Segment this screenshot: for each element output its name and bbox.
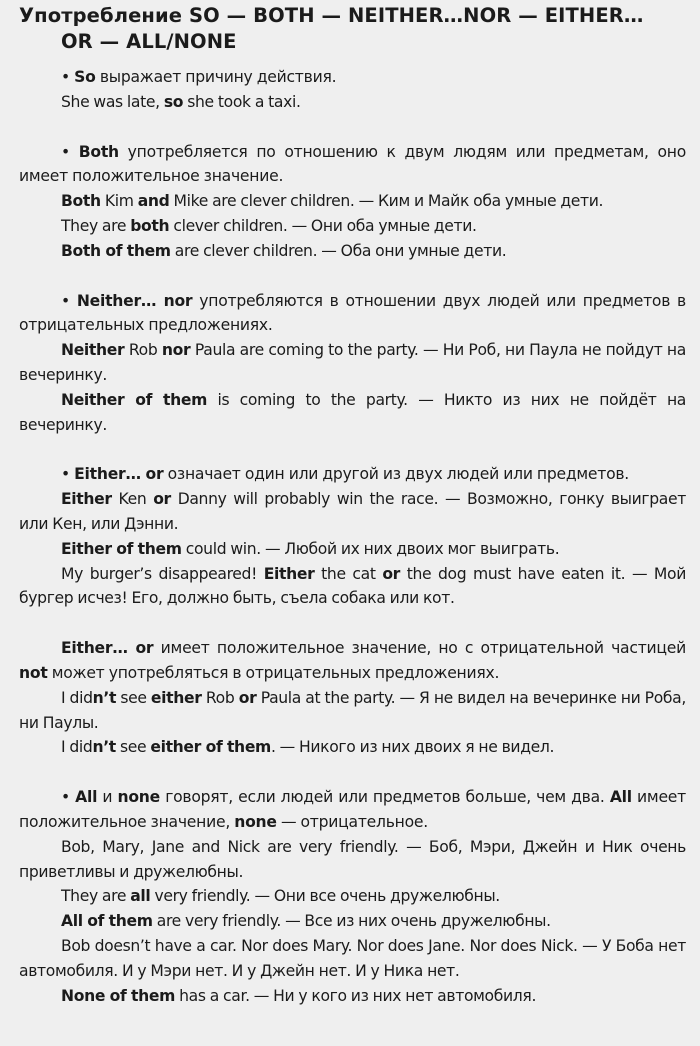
text-segment: Kim — [100, 192, 138, 211]
example-sentence — [19, 537, 686, 562]
text-segment: — отрицательное. — [276, 812, 428, 831]
example-sentence — [19, 239, 686, 264]
text-segment: . — Никого из них двоих я не видел. — [270, 738, 555, 757]
example-sentence — [19, 338, 686, 388]
example-sentence — [19, 214, 686, 239]
bold-keyword: So — [74, 68, 96, 86]
example-sentence — [19, 835, 686, 885]
rule-section — [19, 289, 686, 438]
text-segment: the cat — [314, 564, 383, 583]
rule-text — [19, 140, 686, 190]
bold-keyword: or — [153, 490, 171, 509]
bold-keyword: n’t — [92, 738, 116, 757]
text-segment: имеет положительное значение, но с отрицательной частицей — [153, 639, 687, 658]
text-segment: • — [61, 68, 75, 86]
text-segment: • — [61, 291, 77, 310]
bold-keyword: nor — [161, 341, 191, 360]
title-line-1: Употребление SO — BOTH — NEITHER…NOR — EITHER… — [19, 4, 644, 27]
section-gap — [19, 437, 686, 462]
text-segment: употребляются в отношении двух людей или предметов в отрицательных предложениях. — [19, 291, 687, 335]
section-gap — [19, 760, 686, 785]
example-sentence — [19, 189, 686, 214]
rule-section — [19, 140, 686, 264]
text-segment: the dog must have eaten it. — Мой бургер исчез! Его, должно быть, съела собака или кот. — [19, 564, 687, 608]
text-segment: see — [115, 738, 151, 757]
text-segment: Mike are clever children. — Ким и Майк оба умные дети. — [169, 192, 604, 211]
rule-text — [19, 785, 686, 835]
bold-keyword: either — [150, 688, 202, 707]
text-segment: означает один или другой из двух людей или предметов. — [163, 465, 630, 484]
text-segment: • — [61, 465, 75, 484]
bold-keyword: None of them — [61, 986, 175, 1005]
text-segment: Rob — [201, 688, 239, 707]
bold-keyword: none — [117, 788, 160, 807]
bold-keyword: n’t — [92, 688, 117, 707]
text-segment: is coming to the party. — Никто из них не пойдёт на вечеринку. — [19, 390, 686, 434]
bold-keyword: none — [234, 812, 277, 831]
bold-keyword: Either — [263, 564, 315, 583]
rule-section — [19, 785, 686, 1008]
text-segment: выражает причину действия. — [95, 68, 337, 86]
example-sentence — [19, 562, 686, 612]
bold-keyword: Either… or — [61, 639, 154, 658]
text-segment: My burger’s disappeared! — [61, 564, 264, 583]
text-segment: • — [61, 788, 76, 807]
document-body — [19, 65, 686, 1008]
text-segment: Rob — [124, 341, 162, 360]
example-sentence — [19, 884, 686, 909]
example-sentence — [19, 984, 686, 1009]
text-segment: They are — [61, 216, 131, 235]
page-title — [19, 3, 686, 55]
text-segment: They are — [61, 887, 131, 906]
text-segment: • — [61, 142, 79, 161]
text-segment: clever children. — Они оба умные дети. — [169, 216, 477, 235]
text-segment: are very friendly. — Все из них очень дружелюбны. — [152, 912, 551, 931]
text-segment: говорят, если людей или предметов больше, чем два. — [159, 788, 610, 807]
rule-text — [19, 636, 686, 686]
rule-text — [19, 462, 686, 487]
example-sentence — [19, 934, 686, 984]
bold-keyword: All of them — [61, 912, 153, 931]
rule-section — [19, 65, 686, 115]
bold-keyword: or — [238, 688, 257, 707]
rule-section — [19, 636, 686, 760]
section-gap — [19, 115, 686, 140]
example-sentence — [19, 909, 686, 934]
bold-keyword: Either… or — [74, 465, 164, 484]
text-segment: может употребляться в отрицательных предложениях. — [47, 663, 500, 682]
rule-section — [19, 462, 686, 611]
example-sentence — [19, 388, 686, 438]
text-segment: I did — [61, 688, 93, 707]
text-segment: Paula are coming to the party. — Ни Роб, ни Паула не пойдут на вечеринку. — [19, 341, 686, 384]
text-segment: see — [116, 688, 151, 707]
example-sentence — [19, 735, 686, 760]
text-segment: Paula at the party. — Я не видел на вечеринке ни Роба, ни Паулы. — [19, 688, 686, 732]
title-line-2: OR — ALL/NONE — [61, 30, 237, 53]
text-segment: could win. — Любой их них двоих мог выиграть. — [181, 539, 560, 558]
bold-keyword: and — [137, 192, 170, 211]
section-gap — [19, 264, 686, 289]
bold-keyword: so — [163, 92, 184, 111]
text-segment: Bob, Mary, Jane and Nick are very friendly. — Боб, Мэри, Джейн и Ник очень приветливы и дружелюбны. — [19, 837, 686, 881]
text-segment: Bob doesn’t have a car. Nor does Mary. Nor does Jane. Nor does Nick. — У Боба нет автомобиля. И у Мэри нет. И у Джейн нет. И у Ника нет. — [19, 936, 686, 980]
bold-keyword: Neither of them — [61, 390, 207, 409]
example-sentence — [19, 686, 686, 736]
text-segment: has a car. — Ни у кого из них нет автомобиля. — [174, 986, 537, 1005]
text-segment: и — [97, 788, 118, 807]
bold-keyword: All — [75, 788, 98, 807]
text-segment: Ken — [111, 490, 154, 509]
bold-keyword: all — [130, 887, 151, 906]
text-segment: I did — [61, 738, 93, 757]
bold-keyword: Either — [61, 490, 112, 509]
bold-keyword: either of them — [150, 738, 271, 757]
text-segment: имеет положительное значение, — [19, 788, 686, 831]
rule-text — [19, 289, 686, 339]
example-sentence — [19, 90, 686, 115]
example-sentence — [19, 487, 686, 537]
section-gap — [19, 611, 686, 636]
text-segment: Danny will probably win the race. — Возможно, гонку выиграет или Кен, или Дэнни. — [19, 490, 686, 533]
text-segment: She was late, — [61, 92, 164, 111]
bold-keyword: Neither — [61, 341, 125, 360]
bold-keyword: or — [382, 564, 401, 583]
bold-keyword: Both of them — [61, 241, 171, 260]
bold-keyword: Both — [61, 192, 101, 211]
text-segment: are clever children. — Оба они умные дети. — [170, 241, 507, 260]
text-segment: very friendly. — Они все очень дружелюбны. — [150, 887, 500, 906]
text-segment: she took a taxi. — [183, 92, 301, 111]
bold-keyword: Neither… nor — [76, 291, 193, 310]
bold-keyword: Both — [78, 142, 119, 161]
bold-keyword: both — [130, 216, 170, 235]
text-segment: употребляется по отношению к двум людям или предметам, оно имеет положительное значение. — [19, 142, 687, 186]
bold-keyword: not — [19, 663, 48, 682]
bold-keyword: Either of them — [61, 539, 182, 558]
rule-text — [19, 65, 686, 90]
bold-keyword: All — [609, 788, 632, 807]
